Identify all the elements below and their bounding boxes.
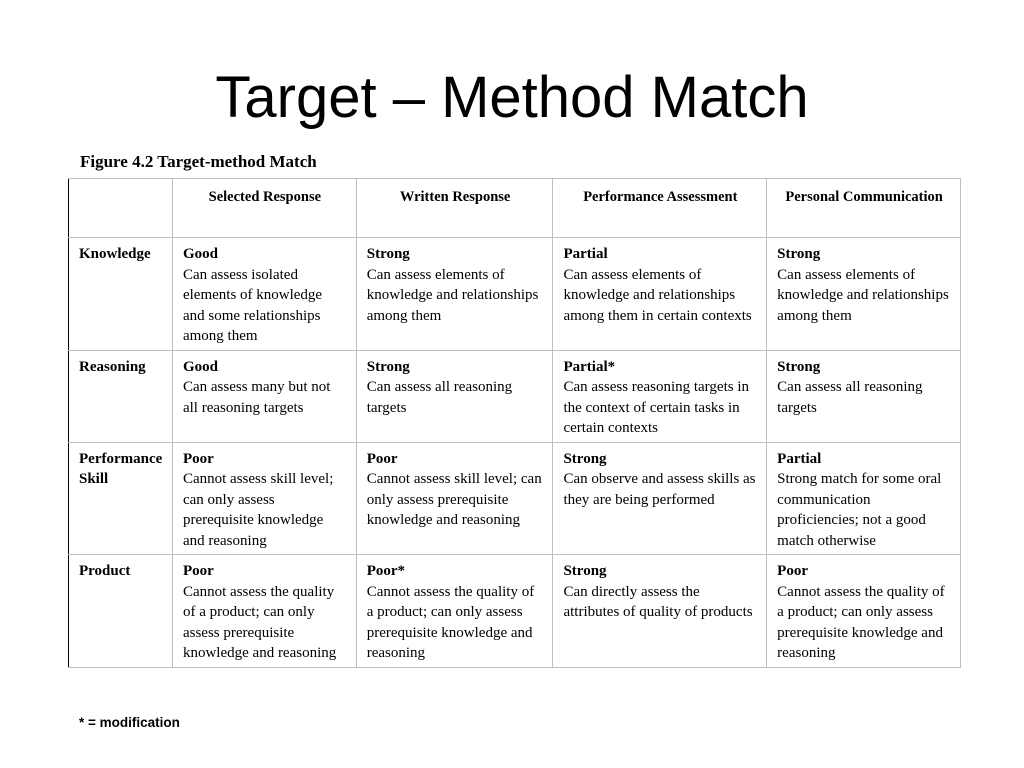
table-cell: [553, 350, 767, 442]
cell-rating: Strong: [366, 358, 410, 375]
table-cell: [553, 442, 767, 555]
table-cell: [172, 555, 356, 668]
row-label-reasoning: Reasoning: [69, 350, 173, 442]
cell-rating: Good: [182, 358, 218, 375]
cell-description: Cannot assess the quality of a product; can only assess prerequisite knowledge and reasoning: [777, 583, 945, 661]
table-cell: [172, 238, 356, 351]
cell-rating: Poor: [366, 450, 398, 467]
cell-description: Can assess all reasoning targets: [777, 379, 923, 416]
cell-description: Can assess elements of knowledge and relationships among them: [777, 266, 949, 324]
column-header-selected-response: Selected Response: [172, 179, 356, 238]
table-cell: [356, 442, 553, 555]
cell-description: Can observe and assess skills as they are being performed: [563, 471, 756, 508]
target-method-table: [68, 178, 961, 668]
cell-rating: Strong: [563, 450, 607, 467]
table-cell: [553, 238, 767, 351]
cell-rating: Poor: [182, 563, 214, 579]
cell-description: Cannot assess skill level; can only assess prerequisite knowledge and reasoning: [182, 471, 334, 549]
table-cell: [356, 555, 553, 668]
footnote: * = modification: [79, 715, 180, 730]
table-cell: [767, 555, 961, 668]
cell-rating: Poor: [182, 450, 214, 467]
row-label-performance-skill: Performance Skill: [69, 442, 173, 555]
table-cell: [767, 350, 961, 442]
cell-rating: Strong: [563, 563, 607, 579]
table-row: [69, 442, 961, 555]
cell-description: Strong match for some oral communication proficiencies; not a good match otherwise: [777, 471, 942, 549]
cell-description: Can directly assess the attributes of quality of products: [563, 583, 753, 620]
column-header-written-response: Written Response: [356, 179, 553, 238]
header-corner-cell: [69, 179, 173, 238]
table-cell: [767, 442, 961, 555]
table-cell: [172, 350, 356, 442]
table-row: [69, 555, 961, 668]
cell-rating: Good: [182, 246, 218, 262]
table-cell: [767, 238, 961, 351]
cell-description: Cannot assess the quality of a product; can only assess prerequisite knowledge and reasoning: [182, 583, 337, 661]
figure-caption: Figure 4.2 Target-method Match: [80, 152, 317, 171]
table-cell: [356, 350, 553, 442]
table-cell: [172, 442, 356, 555]
column-header-personal-communication: Personal Communication: [767, 179, 961, 238]
row-label-knowledge: Knowledge: [69, 238, 173, 351]
cell-rating: Poor: [777, 563, 808, 579]
cell-description: Can assess reasoning targets in the context of certain tasks in certain contexts: [563, 379, 749, 436]
cell-description: Cannot assess skill level; can only assess prerequisite knowledge and reasoning: [366, 471, 542, 528]
slide-title: Target – Method Match: [215, 65, 809, 130]
row-label-product: Product: [69, 555, 173, 668]
table-cell: [356, 238, 553, 351]
cell-rating: Poor*: [366, 563, 406, 579]
table-row: [69, 350, 961, 442]
cell-description: Can assess all reasoning targets: [366, 379, 513, 416]
column-header-performance-assessment: Performance Assessment: [553, 179, 767, 238]
table-cell: [553, 555, 767, 668]
cell-rating: Partial*: [563, 358, 616, 375]
cell-rating: Strong: [777, 246, 821, 262]
cell-description: Can assess elements of knowledge and relationships among them in certain contexts: [563, 266, 752, 324]
table-header-row: [69, 179, 961, 238]
cell-rating: Strong: [366, 246, 410, 262]
cell-description: Can assess isolated elements of knowledge and some relationships among them: [182, 266, 323, 344]
cell-rating: Strong: [777, 358, 821, 375]
cell-description: Can assess elements of knowledge and relationships among them: [366, 266, 539, 324]
cell-description: Can assess many but not all reasoning targets: [182, 379, 331, 416]
cell-description: Cannot assess the quality of a product; can only assess prerequisite knowledge and reasoning: [366, 583, 535, 661]
table-row: [69, 238, 961, 351]
cell-rating: Partial: [777, 450, 822, 467]
cell-rating: Partial: [563, 246, 608, 262]
